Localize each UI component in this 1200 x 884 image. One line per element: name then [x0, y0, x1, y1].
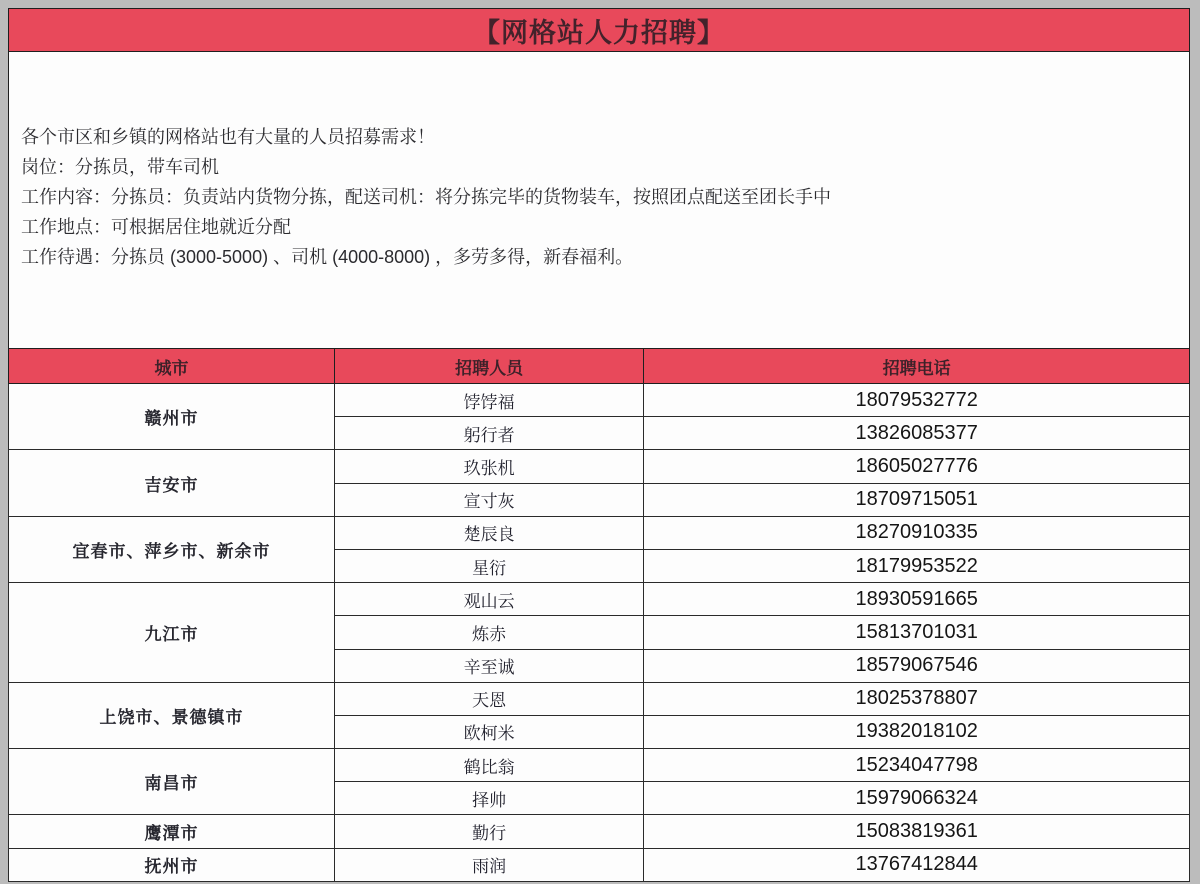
table-row: [9, 450, 1190, 483]
table-row: [9, 682, 1190, 715]
intro-line-location: 工作地点：可根据居住地就近分配: [21, 217, 291, 237]
recruiter-name-cell: 欧柯米: [334, 715, 643, 748]
table-header-row: [9, 349, 1190, 384]
city-cell: 宜春市、萍乡市、新余市: [9, 516, 335, 582]
table-body: [9, 384, 1190, 882]
recruiter-phone-cell: 18179953522: [644, 549, 1190, 582]
intro-line-content: 工作内容：分拣员：负责站内货物分拣，配送司机：将分拣完毕的货物装车，按照团点配送至团长手中: [21, 187, 831, 207]
city-cell: 上饶市、景德镇市: [9, 682, 335, 748]
intro-section: [9, 52, 1189, 272]
page-title: 【网格站人力招聘】: [473, 17, 725, 48]
recruiter-name-cell: 炼赤: [334, 616, 643, 649]
table-row: [9, 516, 1190, 549]
city-cell: 鹰潭市: [9, 815, 335, 848]
recruiter-phone-cell: 18605027776: [644, 450, 1190, 483]
recruiter-phone-cell: 15234047798: [644, 749, 1190, 782]
table-row: [9, 583, 1190, 616]
recruiter-name-cell: 辛至诚: [334, 649, 643, 682]
city-cell: 吉安市: [9, 450, 335, 516]
city-cell: 赣州市: [9, 384, 335, 450]
recruiter-phone-cell: 15979066324: [644, 782, 1190, 815]
table-row: [9, 384, 1190, 417]
recruiter-phone-cell: 18079532772: [644, 384, 1190, 417]
title-banner: [9, 9, 1189, 52]
recruiter-name-cell: 天恩: [334, 682, 643, 715]
table-row: [9, 749, 1190, 782]
recruitment-table: [8, 348, 1190, 882]
recruiter-phone-cell: 19382018102: [644, 715, 1190, 748]
recruiter-name-cell: 鹤比翁: [334, 749, 643, 782]
header-name: 招聘人员: [334, 349, 643, 384]
recruiter-name-cell: 星衍: [334, 549, 643, 582]
intro-line-demand: 各个市区和乡镇的网格站也有大量的人员招募需求！: [21, 127, 435, 147]
header-city: 城市: [9, 349, 335, 384]
recruiter-name-cell: 宣寸灰: [334, 483, 643, 516]
header-phone: 招聘电话: [644, 349, 1190, 384]
recruiter-phone-cell: 13767412844: [644, 848, 1190, 881]
recruiter-phone-cell: 18930591665: [644, 583, 1190, 616]
recruiter-name-cell: 择帅: [334, 782, 643, 815]
recruiter-phone-cell: 15813701031: [644, 616, 1190, 649]
recruiter-name-cell: 饽饽福: [334, 384, 643, 417]
city-cell: 九江市: [9, 583, 335, 683]
recruiter-phone-cell: 18709715051: [644, 483, 1190, 516]
recruiter-name-cell: 躬行者: [334, 417, 643, 450]
recruiter-phone-cell: 18579067546: [644, 649, 1190, 682]
table-row: [9, 848, 1190, 881]
recruiter-phone-cell: 18025378807: [644, 682, 1190, 715]
recruiter-name-cell: 楚辰良: [334, 516, 643, 549]
recruiter-name-cell: 勤行: [334, 815, 643, 848]
city-cell: 南昌市: [9, 749, 335, 815]
recruiter-phone-cell: 18270910335: [644, 516, 1190, 549]
intro-line-salary: 工作待遇：分拣员 (3000-5000) 、司机 (4000-8000) ，多劳多得，新春福利。: [21, 247, 634, 267]
recruiter-phone-cell: 13826085377: [644, 417, 1190, 450]
city-cell: 抚州市: [9, 848, 335, 881]
recruiter-phone-cell: 15083819361: [644, 815, 1190, 848]
recruiter-name-cell: 观山云: [334, 583, 643, 616]
document-frame: [8, 8, 1190, 877]
intro-line-position: 岗位：分拣员，带车司机: [21, 157, 219, 177]
recruiter-name-cell: 玖张机: [334, 450, 643, 483]
table-row: [9, 815, 1190, 848]
recruiter-name-cell: 雨润: [334, 848, 643, 881]
